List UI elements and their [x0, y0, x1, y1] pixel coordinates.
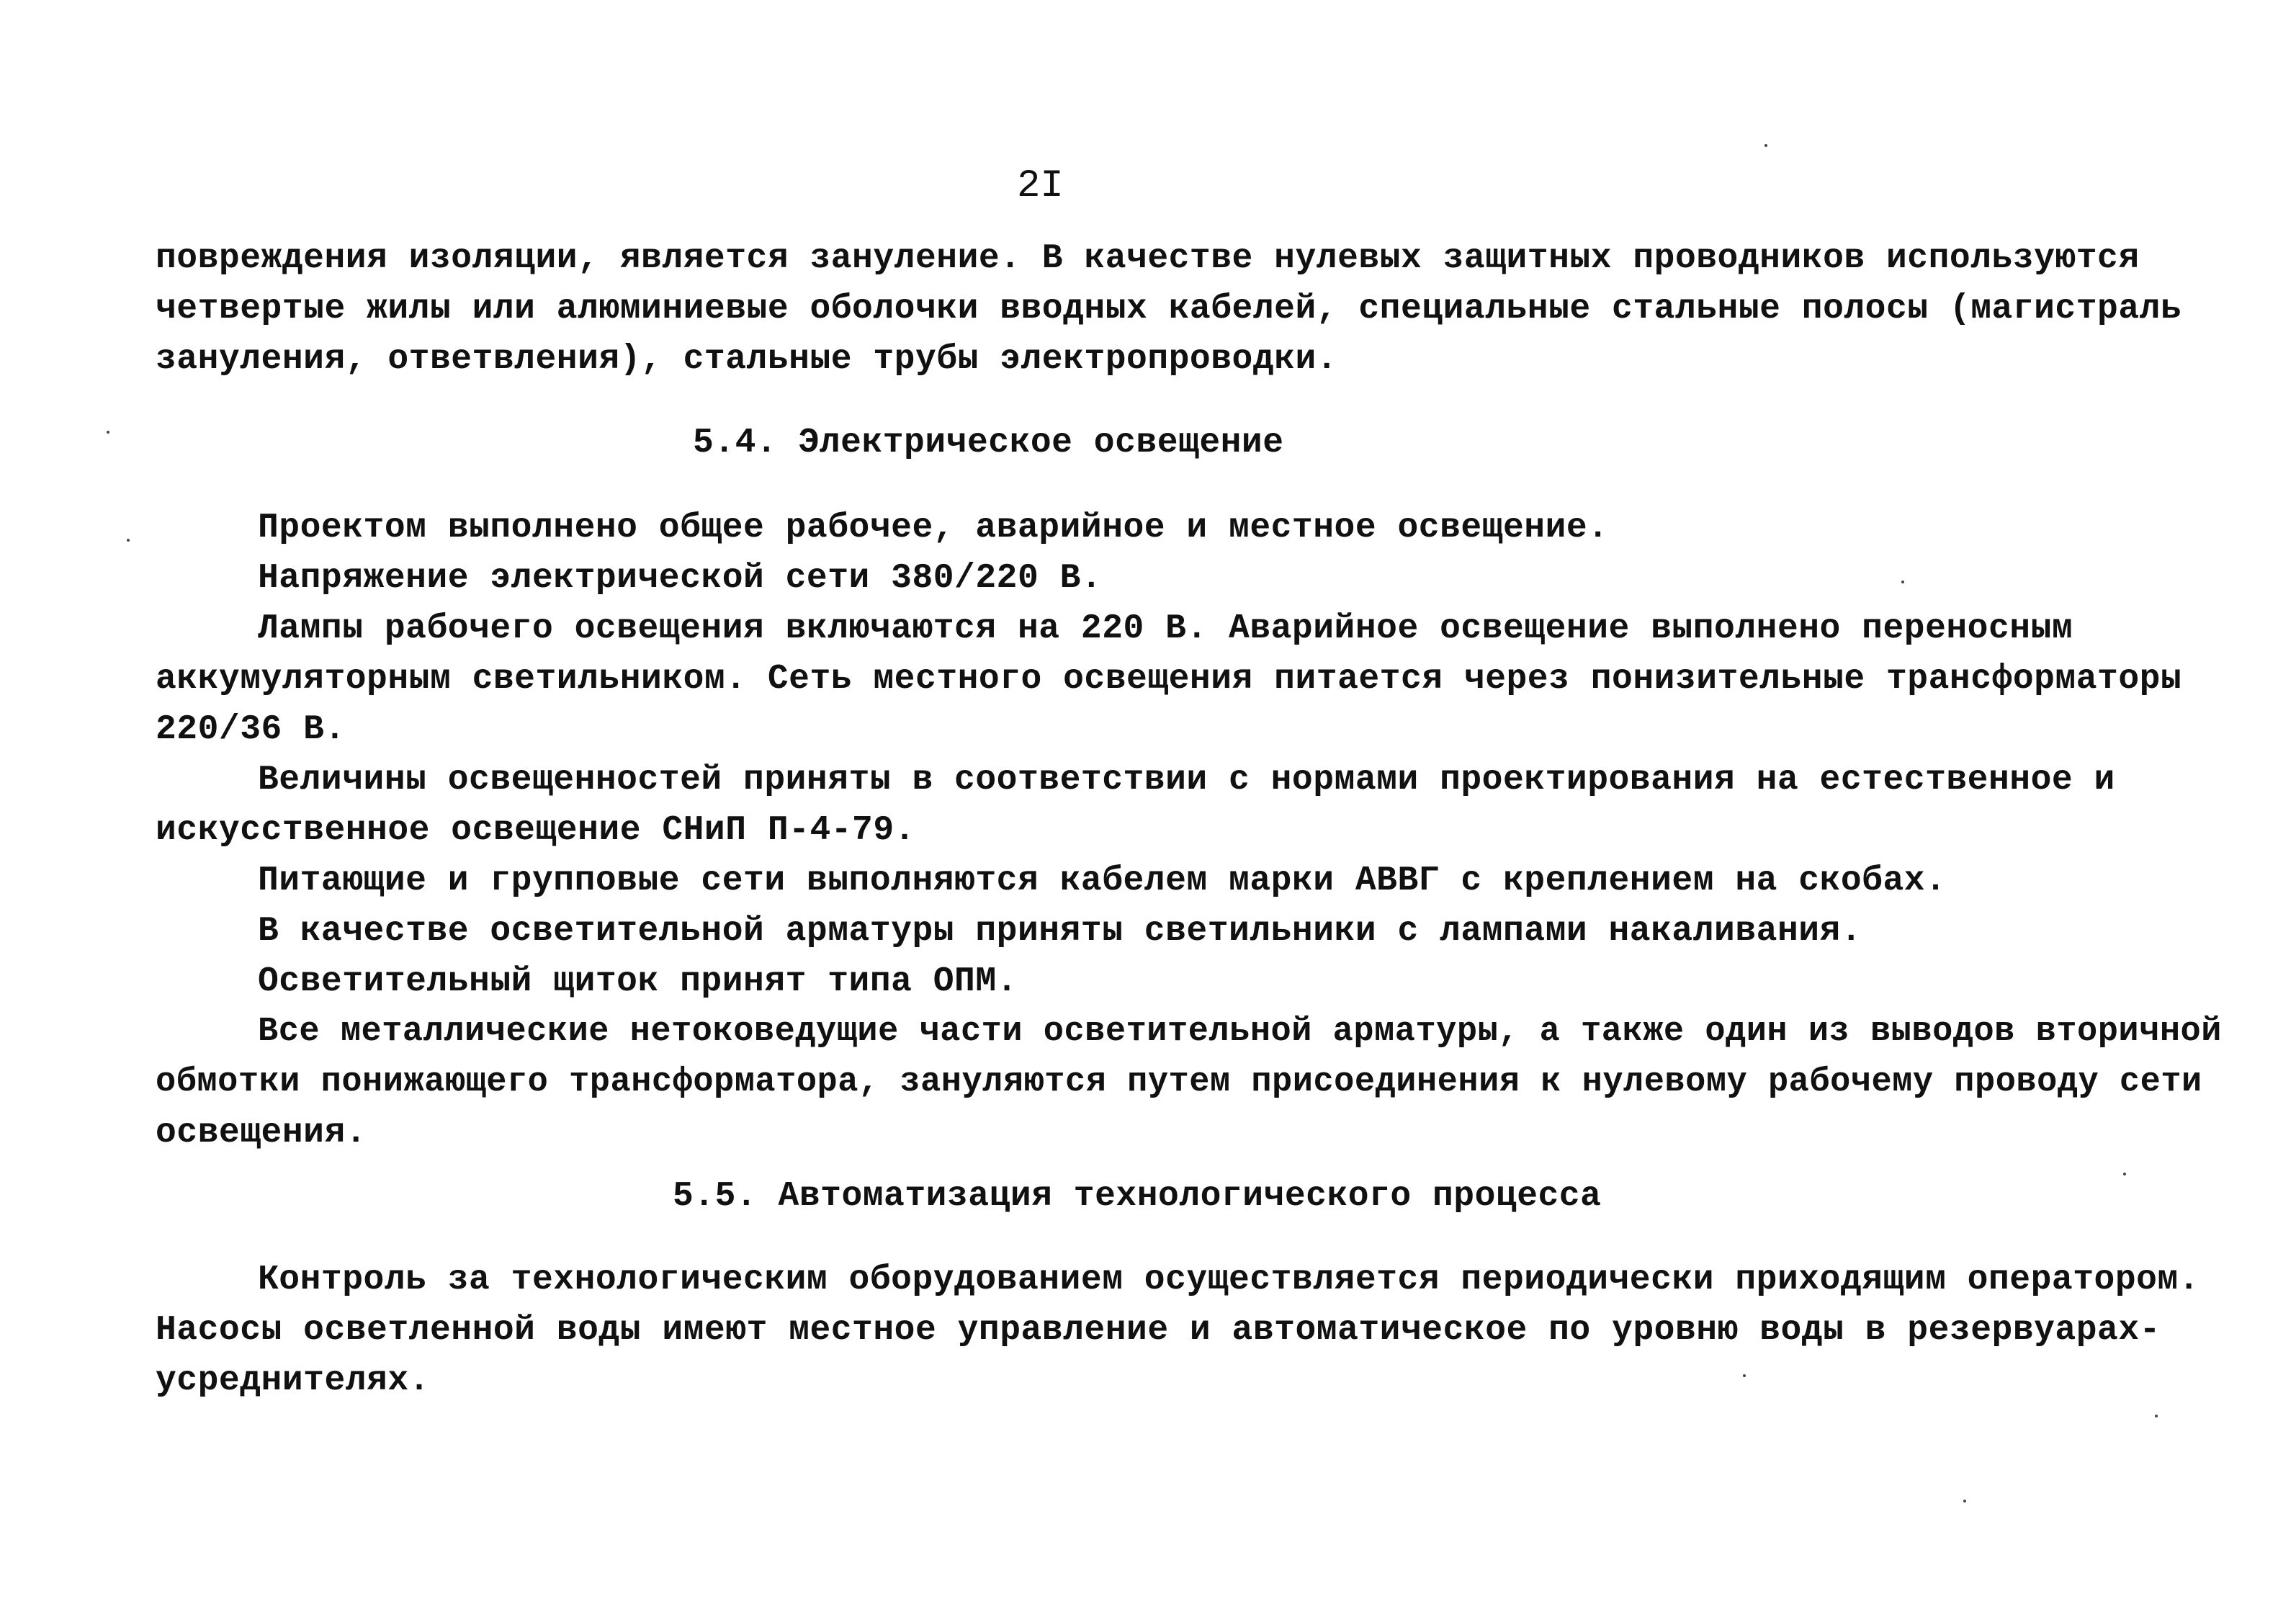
text-line: искусственное освещение СНиП П-4-79.: [156, 811, 915, 850]
text-line: аккумуляторным светильником. Сеть местного освещения питается через понизительные трансформаторы: [156, 660, 2182, 699]
text-line: усреднителях.: [156, 1361, 430, 1400]
scan-speck: [107, 431, 109, 434]
scan-speck: [127, 539, 130, 542]
scan-speck: [1743, 1374, 1746, 1377]
page-number: 2I: [1017, 164, 1064, 208]
text-line: Все металлические нетоковедущие части осветительной арматуры, а также один из выводов вторичной: [258, 1013, 2222, 1051]
text-line: Напряжение электрической сети 380/220 В.: [258, 559, 1103, 598]
text-line: В качестве осветительной арматуры приняты светильники с лампами накаливания.: [258, 912, 1862, 951]
text-line: Осветительный щиток принят типа ОПМ.: [258, 962, 1018, 1001]
section-heading: 5.5. Автоматизация технологического процесса: [673, 1177, 1602, 1216]
text-line: Проектом выполнено общее рабочее, аварийное и местное освещение.: [258, 509, 1609, 547]
scan-speck: [1963, 1500, 1966, 1502]
section-heading: 5.4. Электрическое освещение: [693, 424, 1284, 462]
text-line: Лампы рабочего освещения включаются на 220 В. Аварийное освещение выполнено переносным: [258, 609, 2073, 648]
scan-speck: [2155, 1415, 2158, 1417]
text-line: Величины освещенностей приняты в соответствии с нормами проектирования на естественное и: [258, 761, 2115, 799]
scan-speck: [2123, 1173, 2126, 1175]
scan-speck: [1901, 581, 1904, 583]
text-line: обмотки понижающего трансформатора, зануляются путем присоединения к нулевому рабочему проводу сети: [156, 1063, 2202, 1101]
text-line: четвертые жилы или алюминиевые оболочки вводных кабелей, специальные стальные полосы (магистраль: [156, 290, 2182, 328]
text-line: освещения.: [156, 1114, 367, 1152]
text-line: зануления, ответвления), стальные трубы электропроводки.: [156, 340, 1338, 379]
text-line: Контроль за технологическим оборудованием осуществляется периодически приходящим оператором.: [258, 1260, 2200, 1299]
scan-speck: [1764, 144, 1767, 147]
text-line: Питающие и групповые сети выполняются кабелем марки АВВГ с креплением на скобах.: [258, 861, 1947, 900]
text-line: 220/36 В.: [156, 710, 346, 749]
text-line: повреждения изоляции, является зануление. В качестве нулевых защитных проводников используются: [156, 239, 2140, 278]
text-line: Насосы осветленной воды имеют местное управление и автоматическое по уровню воды в резервуарах-: [156, 1311, 2161, 1350]
